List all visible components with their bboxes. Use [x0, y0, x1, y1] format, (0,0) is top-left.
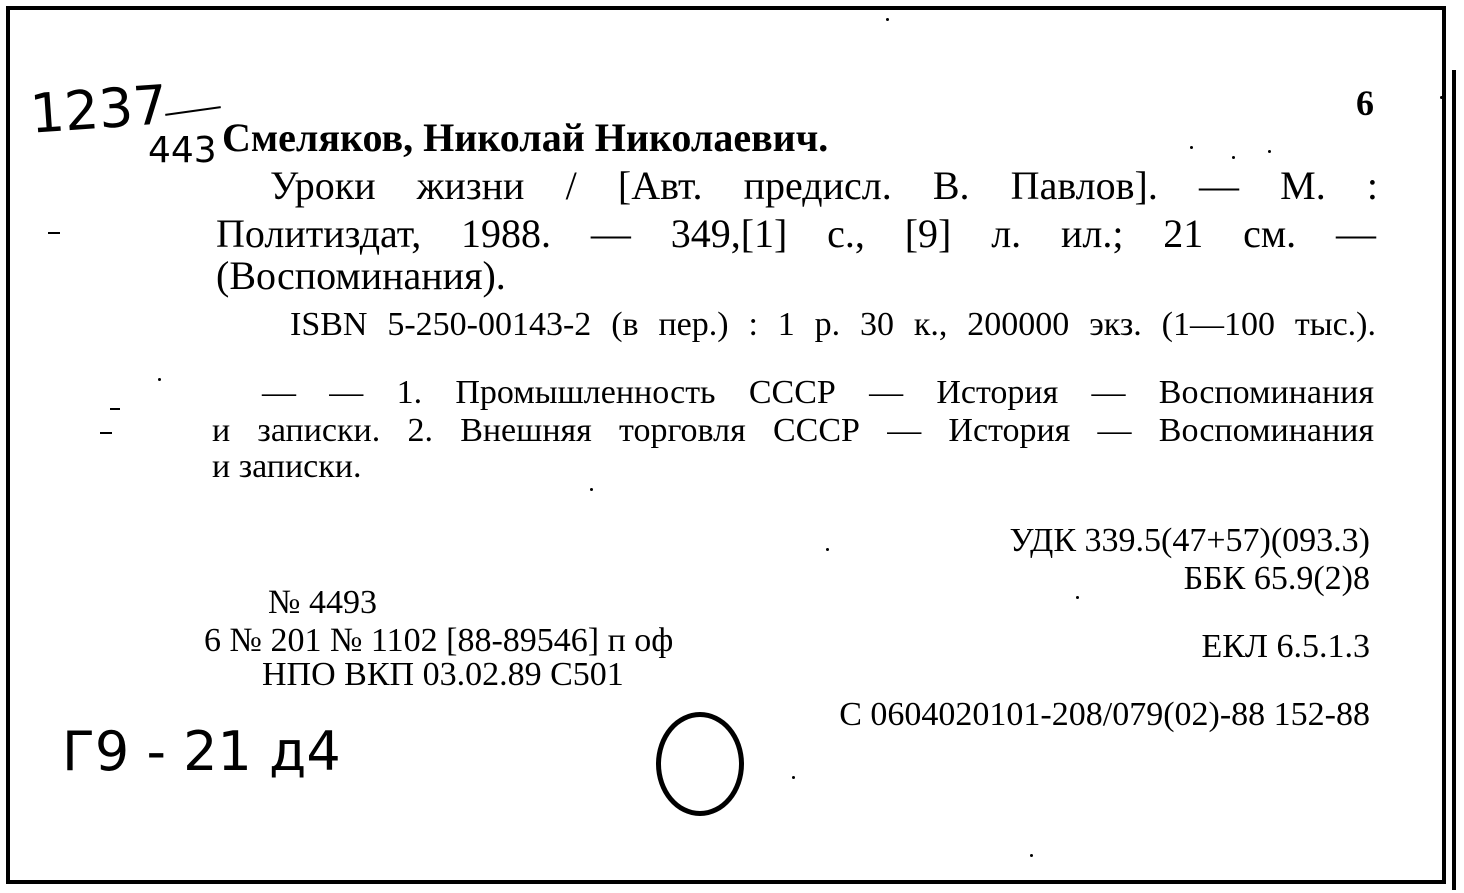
speck	[1440, 96, 1443, 99]
handwritten-number: 1237	[27, 73, 170, 146]
title-line: Политиздат, 1988. — 349,[1] с., [9] л. ил.; 21 см. —	[216, 211, 1376, 256]
speck	[48, 232, 60, 234]
title-line: (Воспоминания).	[216, 253, 506, 298]
subject-line: — — 1. Промышленность СССР — История — Воспоминания	[262, 374, 1374, 411]
speck	[590, 488, 593, 491]
order-number: № 4493	[268, 584, 377, 621]
speck	[886, 18, 889, 21]
punch-hole	[656, 712, 744, 816]
corner-number: 6	[1356, 83, 1374, 123]
title-line: Уроки жизни / [Авт. предисл. В. Павлов]. — М. :	[270, 163, 1378, 208]
speck	[1268, 150, 1271, 153]
author-heading: Смеляков, Николай Николаевич.	[222, 115, 829, 160]
subject-line: и записки. 2. Внешняя торговля СССР — История — Воспоминания	[212, 412, 1374, 449]
handwritten-subnumber: 443	[148, 130, 217, 171]
speck	[1076, 596, 1079, 599]
speck	[792, 776, 795, 779]
speck	[1030, 854, 1033, 857]
card-edge	[1452, 70, 1456, 890]
handwritten-code: Г9 - 21 д4	[62, 720, 341, 783]
speck	[1190, 146, 1193, 149]
classification-code: С 0604020101-208/079(02)-88 152-88	[839, 696, 1370, 733]
print-line: 6 № 201 № 1102 [88-89546] п оф	[204, 622, 674, 659]
speck	[826, 548, 829, 551]
bbk-code: ББК 65.9(2)8	[1183, 560, 1370, 597]
udk-code: УДК 339.5(47+57)(093.3)	[1009, 522, 1370, 559]
speck	[110, 408, 120, 410]
ekl-code: ЕКЛ 6.5.1.3	[1201, 628, 1370, 665]
speck	[1232, 156, 1235, 159]
speck	[158, 378, 161, 381]
npo-line: НПО ВКП 03.02.89 С501	[262, 656, 624, 693]
speck	[100, 432, 112, 434]
isbn-line: ISBN 5-250-00143-2 (в пер.) : 1 р. 30 к., 200000 экз. (1—100 тыс.).	[290, 306, 1376, 343]
subject-line: и записки.	[212, 448, 362, 485]
